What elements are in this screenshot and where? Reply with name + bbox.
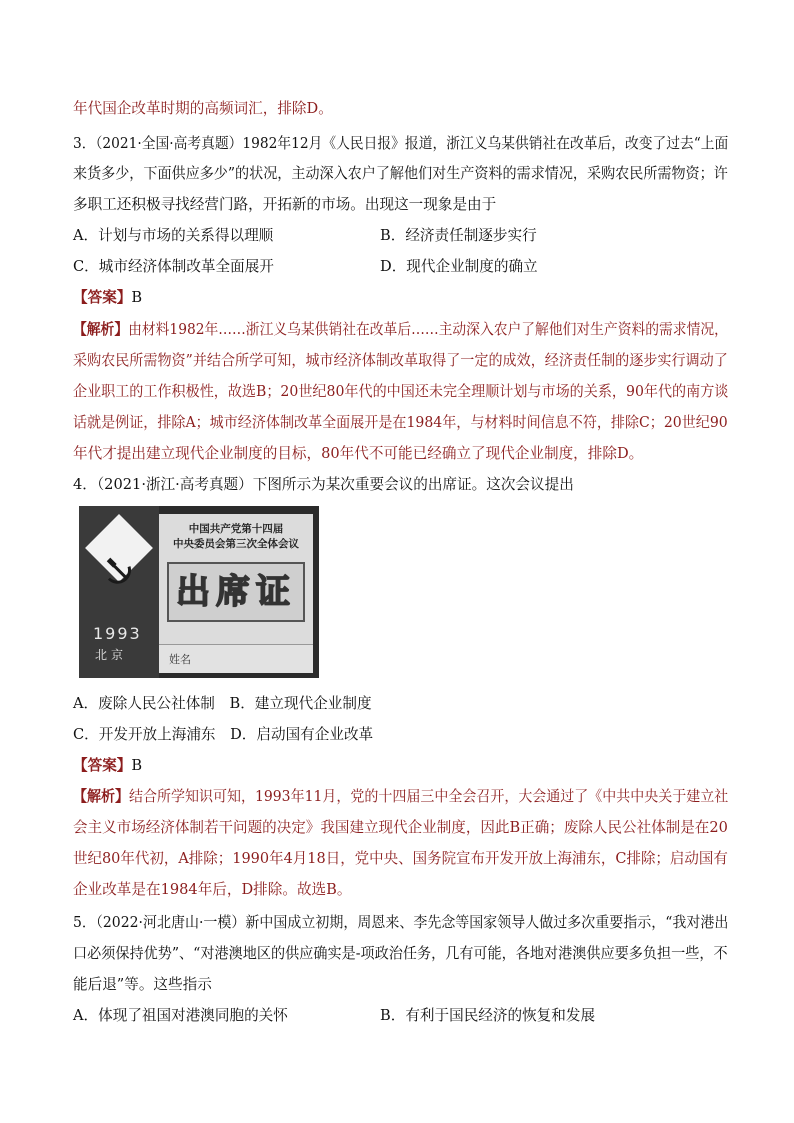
q5-stem-line-2: 口必须保持优势”、“对港澳地区的供应确实是-项政治任务，几有可能，各地对港澳供应要多负担一些，不: [73, 945, 728, 962]
q3-explanation-line-4: 话就是例证，排除A；城市经济体制改革全面展开是在1984年，与材料时间信息不符，排除C；20世纪90: [73, 414, 728, 431]
q3-option-c: C．城市经济体制改革全面展开: [73, 258, 274, 275]
q5-option-a: A．体现了祖国对港澳同胞的关怀: [73, 1007, 288, 1024]
hammer-sickle-icon: [101, 553, 137, 589]
certificate-left-panel: [79, 506, 159, 678]
answer-value: B: [131, 289, 143, 306]
q3-answer: [73, 288, 142, 308]
q4-options-ab: A．废除人民公社体制 B．建立现代企业制度: [73, 695, 372, 712]
q4-answer: [73, 756, 142, 776]
q3-option-b: B．经济责任制逐步实行: [380, 227, 537, 244]
prev-explanation-tail: 年代国企改革时期的高频词汇，排除D。: [73, 100, 333, 117]
certificate-title-box: [167, 562, 305, 622]
answer-label: 【答案】: [73, 757, 132, 774]
explanation-text: 由材料1982年……浙江义乌某供销社在改革后……主动深入农户了解他们对生产资料的需求情况，: [128, 321, 728, 338]
q3-explanation-line-5: 年代才提出建立现代企业制度的目标，80年代不可能已经确立了现代企业制度，排除D。: [73, 445, 644, 462]
q3-stem-line-1: 3．（2021·全国·高考真题）1982年12月《人民日报》报道，浙江义乌某供销社在改革后，改变了过去“上面: [73, 135, 729, 152]
attendance-certificate-image: [79, 506, 319, 678]
q5-stem-line-3: 能后退”等。这些指示: [73, 976, 212, 993]
q4-explanation-line-1: [73, 787, 728, 807]
party-emblem-badge: [85, 514, 153, 582]
certificate-year: 1993: [93, 624, 142, 643]
q4-options-cd: C．开发开放上海浦东 D．启动国有企业改革: [73, 726, 374, 743]
explanation-text: 结合所学知识可知，1993年11月，党的十四届三中全会召开，大会通过了《中共中央关于建立社: [128, 788, 729, 805]
certificate-org-line-2: 中央委员会第三次全体会议: [173, 538, 299, 550]
explanation-label: 【解析】: [73, 788, 129, 805]
q4-stem-line-1: 4．（2021·浙江·高考真题）下图所示为某次重要会议的出席证。这次会议提出: [73, 476, 574, 493]
certificate-org-line-1: 中国共产党第十四届: [188, 523, 284, 535]
q4-explanation-line-4: 企业改革是在1984年后，D排除。故选B。: [73, 881, 352, 898]
certificate-card: [159, 514, 313, 672]
certificate-org: [159, 522, 313, 552]
answer-value: B: [131, 757, 143, 774]
q4-explanation-line-3: 世纪80年代初，A排除；1990年4月18日，党中央、国务院宣布开发开放上海浦东，C排除；启动国有: [73, 850, 728, 867]
explanation-label: 【解析】: [73, 321, 129, 338]
certificate-title: 出席证: [176, 572, 296, 612]
certificate-name-row: [159, 644, 313, 673]
q5-stem-line-1: 5．（2022·河北唐山·一模）新中国成立初期，周恩来、李先念等国家领导人做过多次重要指示，“我对港出: [73, 914, 729, 931]
q3-explanation-line-1: [73, 320, 728, 340]
certificate-city: 北京: [95, 648, 128, 662]
certificate-name-label: 姓名: [169, 653, 191, 666]
q3-option-a: A．计划与市场的关系得以理顺: [73, 227, 274, 244]
q3-stem-line-2: 来货多少，下面供应多少”的状况，主动深入农户了解他们对生产资料的需求情况，采购农民所需物资；许: [73, 165, 728, 182]
q5-option-b: B．有利于国民经济的恢复和发展: [380, 1007, 596, 1024]
q4-explanation-line-2: 会主义市场经济体制若干问题的决定》我国建立现代企业制度，因此B正确；废除人民公社体制是在20: [73, 819, 728, 836]
q3-option-d: D．现代企业制度的确立: [380, 258, 538, 275]
q3-explanation-line-3: 企业职工的工作积极性，故选B；20世纪80年代的中国还未完全理顺计划与市场的关系，90年代的南方谈: [73, 383, 729, 400]
q3-stem-line-3: 多职工还积极寻找经营门路，开拓新的市场。出现这一现象是由于: [73, 196, 497, 213]
q3-explanation-line-2: 采购农民所需物资”并结合所学可知，城市经济体制改革取得了一定的成效，经济责任制的逐步实行调动了: [73, 352, 728, 369]
answer-label: 【答案】: [73, 289, 132, 306]
